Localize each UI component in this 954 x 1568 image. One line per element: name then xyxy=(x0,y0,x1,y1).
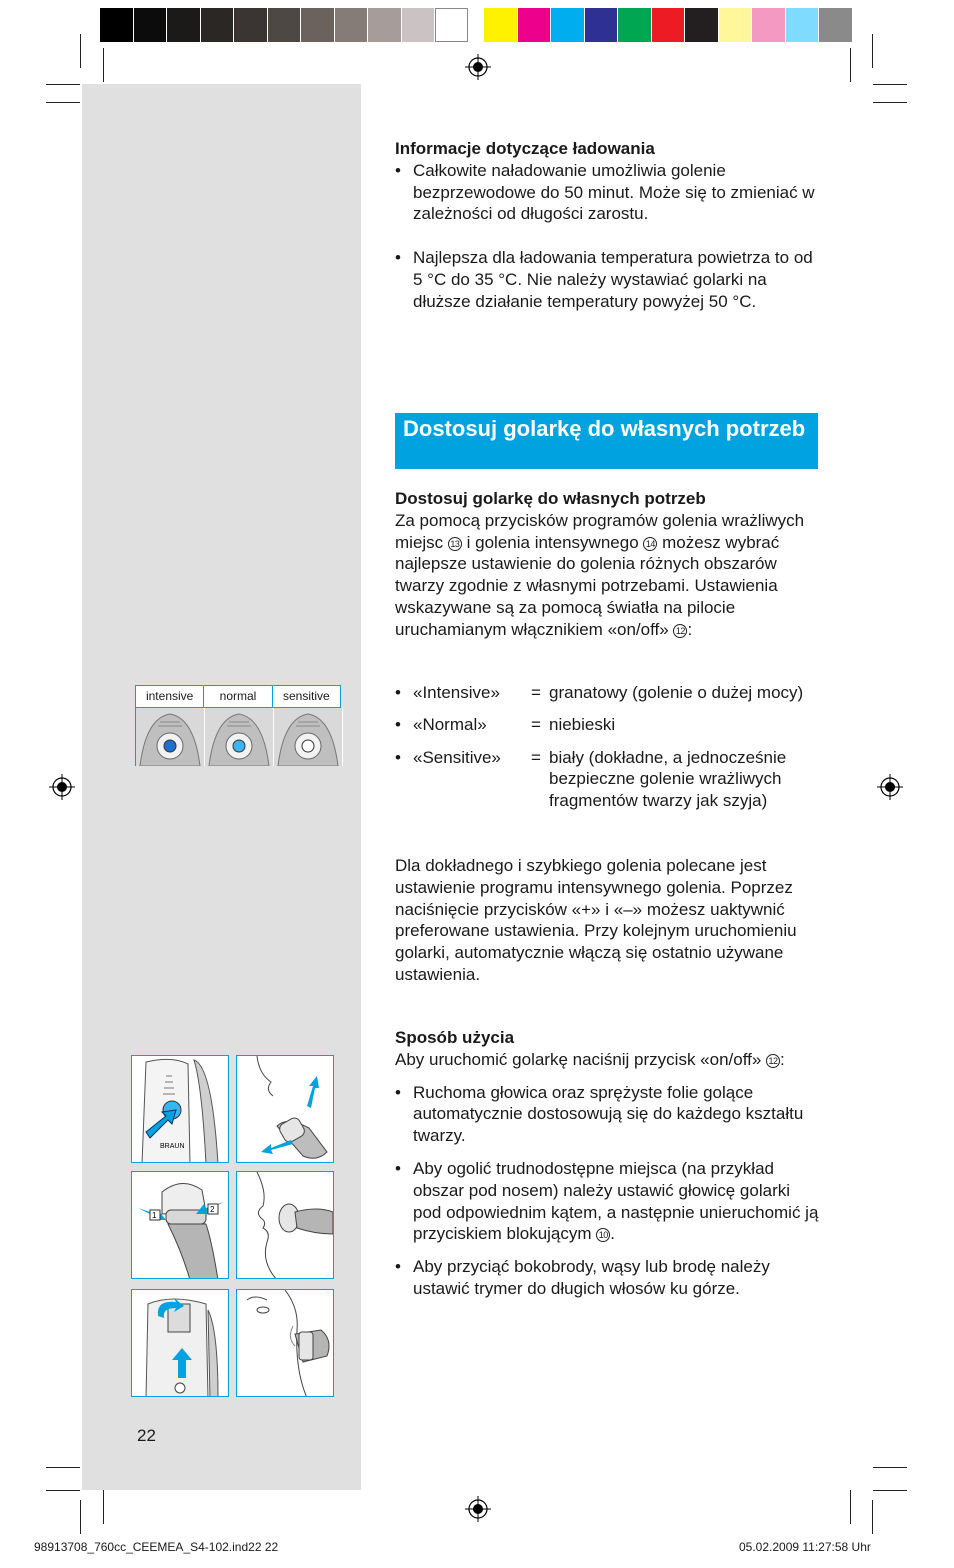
figure-lock-head xyxy=(131,1171,229,1279)
color-swatch xyxy=(652,8,686,42)
color-swatch xyxy=(518,8,552,42)
color-swatch xyxy=(134,8,168,42)
crop-mark xyxy=(873,84,907,85)
mode-label-sensitive: sensitive xyxy=(282,689,330,703)
color-swatch xyxy=(402,8,436,42)
gray-color-bar xyxy=(100,8,469,42)
footer-timestamp: 05.02.2009 11:27:58 Uhr xyxy=(739,1540,871,1554)
mode-light-icon xyxy=(164,740,176,752)
section-title: Dostosuj golarkę do własnych potrzeb xyxy=(395,413,818,469)
step-number: 2 xyxy=(210,1205,215,1214)
color-swatch xyxy=(484,8,518,42)
crop-mark xyxy=(850,1490,851,1524)
mode-illustration-normal xyxy=(205,708,274,766)
color-swatch xyxy=(167,8,201,42)
mode-label-intensive: intensive xyxy=(136,686,204,707)
mode-illustration-sensitive xyxy=(274,708,343,766)
charging-section xyxy=(395,138,820,312)
page-number: 22 xyxy=(137,1426,156,1445)
charging-heading: Informacje dotyczące ładowania xyxy=(395,139,655,158)
process-color-bar xyxy=(484,8,853,42)
reference-number: 12 xyxy=(673,624,687,638)
registration-mark-icon xyxy=(465,1496,491,1522)
step-number: 1 xyxy=(152,1211,157,1220)
figure-press-button xyxy=(131,1055,229,1163)
color-swatch xyxy=(819,8,853,42)
crop-mark xyxy=(46,102,80,103)
charging-bullet: • Najlepsza dla ładowania temperatura powietrza to od 5 °C do 35 °C. Nie należy wystawiać golarki na dłuższe działanie temperatury powyżej 50 °C. xyxy=(395,247,820,312)
customize-heading: Dostosuj golarkę do własnych potrzeb xyxy=(395,489,706,508)
registration-mark-icon xyxy=(49,774,75,800)
usage-bullet: • Aby przyciąć bokobrody, wąsy lub brodę należy ustawić trymer do długich włosów ku górze. xyxy=(395,1256,820,1300)
mode-indicator-panel xyxy=(135,685,341,766)
mode-light-icon xyxy=(302,740,314,752)
color-swatch xyxy=(551,8,585,42)
crop-mark xyxy=(103,48,104,82)
color-swatch xyxy=(786,8,820,42)
crop-mark xyxy=(850,48,851,82)
color-swatch xyxy=(685,8,719,42)
crop-mark xyxy=(46,1490,80,1491)
color-swatch xyxy=(268,8,302,42)
reference-number: 14 xyxy=(643,537,657,551)
mode-definition: • «Normal» = niebieski xyxy=(395,714,820,736)
mode-light-icon xyxy=(233,740,245,752)
usage-intro: Aby uruchomić golarkę naciśnij przycisk «on/off» 12 : xyxy=(395,1049,785,1069)
mode-label-normal: normal xyxy=(204,686,272,707)
crop-mark xyxy=(872,1500,873,1534)
color-swatch xyxy=(201,8,235,42)
color-swatch xyxy=(719,8,753,42)
crop-mark xyxy=(873,1467,907,1468)
customize-section xyxy=(395,488,820,641)
color-swatch xyxy=(368,8,402,42)
color-swatch xyxy=(435,8,469,42)
usage-section xyxy=(395,1027,820,1300)
recommendation-paragraph: Dla dokładnego i szybkiego golenia polecane jest ustawienie programu intensywnego golenia. Poprzez naciśnięcie przycisków «+» i «–» możesz uaktywnić preferowane ustawienia. Przy kolejnym uruchomieniu golarki, automatycznie włączą się ostatnio używane ustawienia. xyxy=(395,856,797,984)
color-swatch xyxy=(234,8,268,42)
customize-paragraph: Za pomocą przycisków programów golenia wrażliwych miejsc 13 i golenia intensywnego 14 możesz wybrać najlepsze ustawienie do golenia różnych obszarów twarzy zgodnie z własnymi potrzebami. Ustawienia wskazywane są za pomocą światła na pilocie uruchamianym włącznikiem «on/off» 12 : xyxy=(395,510,805,639)
brand-label: BRAUN xyxy=(160,1143,185,1150)
crop-mark xyxy=(873,1490,907,1491)
reference-number: 13 xyxy=(448,537,462,551)
reference-number: 10 xyxy=(596,1228,610,1242)
figure-shaving-upper-lip xyxy=(236,1171,334,1279)
mode-illustration-intensive xyxy=(136,708,205,766)
figure-trimming-sideburns xyxy=(236,1289,334,1397)
registration-mark-icon xyxy=(465,54,491,80)
reference-number: 12 xyxy=(766,1054,780,1068)
crop-mark xyxy=(103,1490,104,1524)
sidebar-panel xyxy=(82,84,361,1490)
crop-mark xyxy=(80,1500,81,1534)
mode-definition: • «Sensitive» = biały (dokładne, a jednocześnie bezpieczne golenie wrażliwych fragmentów twarzy jak szyja) xyxy=(395,747,820,812)
color-swatch xyxy=(301,8,335,42)
crop-mark xyxy=(46,1467,80,1468)
figure-shaving-neck xyxy=(236,1055,334,1163)
crop-mark xyxy=(80,34,81,68)
footer-file-info: 98913708_760cc_CEEMEA_S4-102.ind22 22 xyxy=(34,1540,279,1554)
color-swatch xyxy=(100,8,134,42)
registration-mark-icon xyxy=(877,774,903,800)
color-swatch xyxy=(752,8,786,42)
charging-bullet: • Całkowite naładowanie umożliwia golenie bezprzewodowe do 50 minut. Może się to zmieniać w zależności od długości zarostu. xyxy=(395,160,820,225)
crop-mark xyxy=(872,34,873,68)
figure-extend-trimmer xyxy=(131,1289,229,1397)
crop-mark xyxy=(46,84,80,85)
modes-list xyxy=(395,682,820,812)
usage-bullet: • Aby ogolić trudnodostępne miejsca (na przykład obszar pod nosem) należy ustawić głowicę golarki pod odpowiednim kątem, a następnie unieruchomić ją przyciskiem blokującym 10 . xyxy=(395,1158,820,1245)
usage-heading: Sposób użycia xyxy=(395,1028,515,1047)
crop-mark xyxy=(873,102,907,103)
color-swatch xyxy=(618,8,652,42)
color-swatch xyxy=(335,8,369,42)
color-swatch xyxy=(585,8,619,42)
usage-bullet: • Ruchoma głowica oraz sprężyste folie golące automatycznie dostosowują się do każdego kształtu twarzy. xyxy=(395,1082,820,1147)
mode-definition: • «Intensive» = granatowy (golenie o dużej mocy) xyxy=(395,682,820,704)
